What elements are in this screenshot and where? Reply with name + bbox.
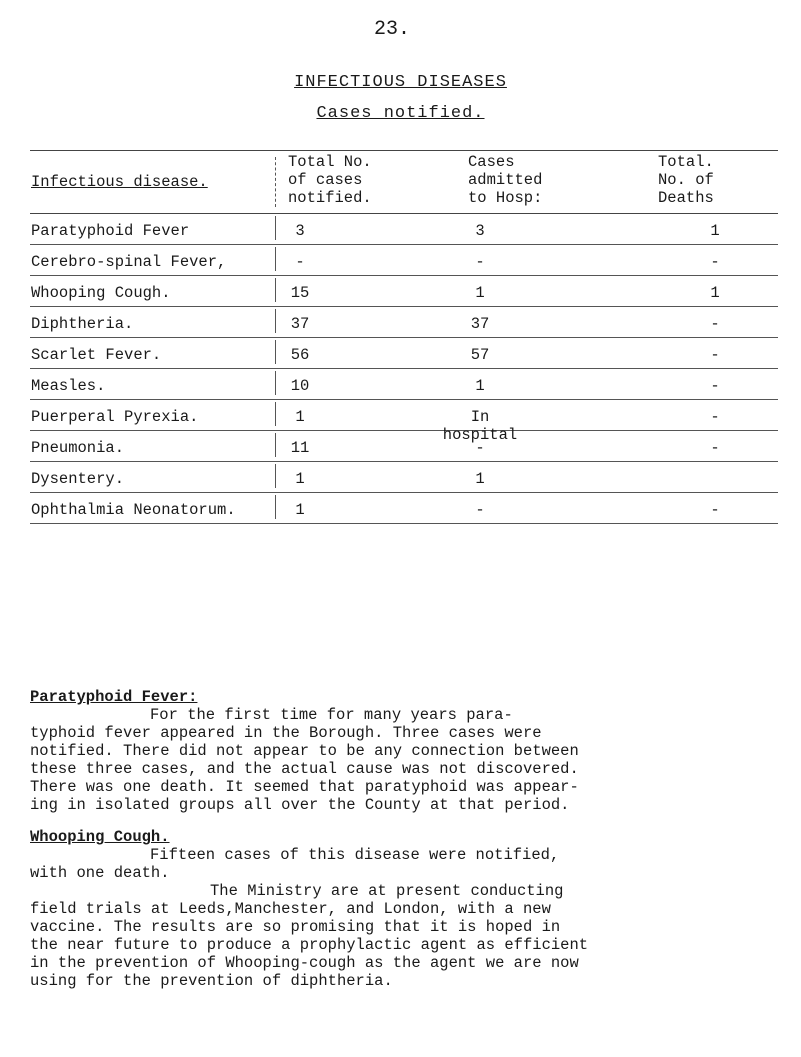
whooping-section: Whooping Cough. Fifteen cases of this disease were notified, with one death. The Ministry are at present conducting field trials at Leeds,Manchester, and London, with a new vaccine. The results are so promising that it is hoped in the near future to produce a prophylactic agent as efficient in the prevention of Whooping-cough as the agent we are now using for the prevention of diphtheria. bbox=[30, 828, 589, 990]
cell-deaths: - bbox=[710, 408, 720, 426]
cell-notified: 37 bbox=[290, 315, 310, 333]
cell-disease: Puerperal Pyrexia. bbox=[31, 408, 199, 426]
column-divider bbox=[275, 247, 276, 271]
cell-deaths: - bbox=[710, 346, 720, 364]
cell-admitted: - bbox=[475, 253, 485, 271]
paratyphoid-section: Paratyphoid Fever: For the first time for many years para- typhoid fever appeared in the Borough. Three cases were notified. There did not appear to be any connection between these three cases, and the actual cause was not discovered. There was one death. It seemed that paratyphoid was appear- ing in isolated groups all over the County at that period. bbox=[30, 688, 579, 814]
cell-notified: 11 bbox=[290, 439, 310, 457]
table-row bbox=[30, 245, 778, 276]
table-row bbox=[30, 369, 778, 400]
cell-deaths: - bbox=[710, 377, 720, 395]
column-divider bbox=[275, 433, 276, 457]
cell-notified: 1 bbox=[295, 470, 305, 488]
cell-disease: Dysentery. bbox=[31, 470, 125, 488]
cell-admitted: 57 bbox=[470, 346, 490, 364]
cell-deaths: - bbox=[710, 315, 720, 333]
cell-disease: Whooping Cough. bbox=[31, 284, 171, 302]
table-row bbox=[30, 431, 778, 462]
cell-deaths: - bbox=[710, 439, 720, 457]
column-divider bbox=[275, 216, 276, 240]
cell-disease: Scarlet Fever. bbox=[31, 346, 162, 364]
column-divider bbox=[275, 371, 276, 395]
cell-deaths: 1 bbox=[710, 284, 720, 302]
cell-admitted: - bbox=[475, 501, 485, 519]
table-header bbox=[30, 150, 778, 214]
column-divider bbox=[275, 340, 276, 364]
table-row bbox=[30, 338, 778, 369]
paratyphoid-heading: Paratyphoid Fever: bbox=[30, 688, 198, 706]
header-deaths: Total. No. of Deaths bbox=[658, 153, 714, 207]
header-divider bbox=[275, 157, 276, 207]
cell-admitted: 37 bbox=[470, 315, 490, 333]
table-row bbox=[30, 493, 778, 524]
cell-notified: 10 bbox=[290, 377, 310, 395]
cell-disease: Diphtheria. bbox=[31, 315, 134, 333]
cell-disease: Pneumonia. bbox=[31, 439, 125, 457]
page-subtitle: Cases notified. bbox=[316, 104, 485, 123]
cell-notified: 56 bbox=[290, 346, 310, 364]
cell-admitted: 1 bbox=[475, 377, 485, 395]
cell-admitted: 1 bbox=[475, 284, 485, 302]
page-number: 23. bbox=[374, 18, 411, 41]
cell-notified: 3 bbox=[295, 222, 305, 240]
cell-disease: Cerebro-spinal Fever, bbox=[31, 253, 227, 271]
whooping-heading: Whooping Cough. bbox=[30, 828, 170, 846]
table-row bbox=[30, 214, 778, 245]
page-title: INFECTIOUS DISEASES bbox=[294, 73, 507, 92]
cell-deaths: - bbox=[710, 501, 720, 519]
column-divider bbox=[275, 464, 276, 488]
cell-admitted: In hospital bbox=[442, 408, 518, 444]
column-divider bbox=[275, 278, 276, 302]
cell-deaths: - bbox=[710, 253, 720, 271]
column-divider bbox=[275, 495, 276, 519]
column-divider bbox=[275, 402, 276, 426]
header-admitted: Cases admitted to Hosp: bbox=[468, 153, 543, 207]
cell-deaths: 1 bbox=[710, 222, 720, 240]
header-notified: Total No. of cases notified. bbox=[288, 153, 372, 207]
cell-admitted: 1 bbox=[475, 470, 485, 488]
diseases-table bbox=[30, 150, 778, 524]
header-disease: Infectious disease. bbox=[31, 173, 208, 191]
cell-notified: - bbox=[295, 253, 305, 271]
table-body bbox=[30, 214, 778, 524]
cell-disease: Paratyphoid Fever bbox=[31, 222, 190, 240]
cell-notified: 1 bbox=[295, 408, 305, 426]
cell-admitted: - bbox=[475, 439, 485, 457]
table-row bbox=[30, 307, 778, 338]
cell-disease: Ophthalmia Neonatorum. bbox=[31, 501, 236, 519]
cell-admitted: 3 bbox=[475, 222, 485, 240]
table-row bbox=[30, 400, 778, 444]
cell-notified: 1 bbox=[295, 501, 305, 519]
table-row bbox=[30, 462, 778, 493]
column-divider bbox=[275, 309, 276, 333]
cell-notified: 15 bbox=[290, 284, 310, 302]
table-row bbox=[30, 276, 778, 307]
cell-disease: Measles. bbox=[31, 377, 106, 395]
